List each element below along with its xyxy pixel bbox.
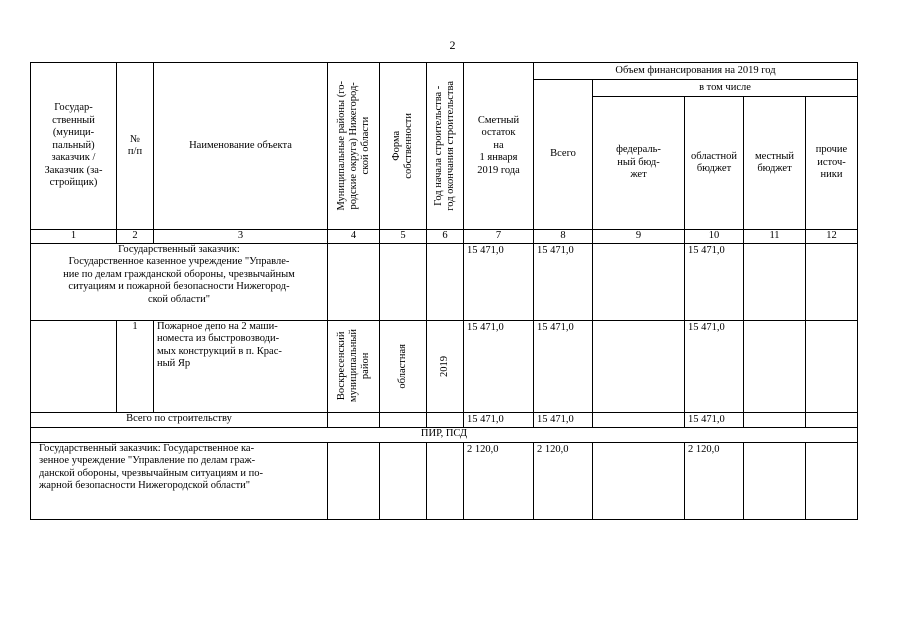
col-number: 7 <box>464 230 534 244</box>
empty-cell <box>31 320 117 412</box>
header-other: прочие источ- ники <box>806 97 858 230</box>
empty-cell <box>744 442 806 519</box>
empty-cell <box>744 243 806 320</box>
col-number: 12 <box>806 230 858 244</box>
empty-cell <box>328 442 380 519</box>
customer-text: Государственный заказчик: Государственное ка- зенное учреждение "Управление по делам граж- данской обороны, чрезвычайным ситуациям и по- жарной безопасности Нижегородской области" <box>31 442 328 519</box>
col-number: 5 <box>380 230 427 244</box>
customer-text: Государственный заказчик: Государственное казенное учреждение "Управле- ние по делам гражданской обороны, чрезвычайным ситуациям и пожарной безопасности Нижегород- ской области" <box>31 243 328 320</box>
construction-total-label: Всего по строительству <box>31 412 328 427</box>
empty-cell <box>593 243 685 320</box>
header-including: в том числе <box>593 80 858 97</box>
empty-cell <box>593 412 685 427</box>
remainder-value: 2 120,0 <box>464 442 534 519</box>
remainder-value: 15 471,0 <box>464 412 534 427</box>
table-row <box>31 412 858 427</box>
col-number: 8 <box>534 230 593 244</box>
empty-cell <box>380 243 427 320</box>
header-regional: областной бюджет <box>685 97 744 230</box>
table-row <box>31 442 858 519</box>
header-years <box>427 63 464 230</box>
header-districts <box>328 63 380 230</box>
object-ownership-label: областная <box>397 343 408 389</box>
col-number: 2 <box>117 230 154 244</box>
empty-cell <box>328 412 380 427</box>
regional-value: 15 471,0 <box>685 320 744 412</box>
object-number: 1 <box>117 320 154 412</box>
col-number: 3 <box>154 230 328 244</box>
header-ownership <box>380 63 427 230</box>
object-years <box>427 320 464 412</box>
empty-cell <box>806 442 858 519</box>
col-number: 11 <box>744 230 806 244</box>
total-value: 15 471,0 <box>534 320 593 412</box>
empty-cell <box>328 243 380 320</box>
section-row <box>31 427 858 442</box>
header-total: Всего <box>534 80 593 230</box>
page-number: 2 <box>449 38 456 52</box>
table-row <box>31 243 858 320</box>
empty-cell <box>806 320 858 412</box>
header-ownership-label: Форма собственности <box>391 113 414 179</box>
header-districts-label: Муниципальные районы (го- родские округа) Нижегород- ской области <box>335 81 371 211</box>
object-district <box>328 320 380 412</box>
remainder-value: 15 471,0 <box>464 320 534 412</box>
empty-cell <box>806 412 858 427</box>
col-number: 6 <box>427 230 464 244</box>
empty-cell <box>427 412 464 427</box>
empty-cell <box>427 442 464 519</box>
object-ownership <box>380 320 427 412</box>
header-num: № п/п <box>117 63 154 230</box>
regional-value: 15 471,0 <box>685 412 744 427</box>
empty-cell <box>380 442 427 519</box>
header-local: местный бюджет <box>744 97 806 230</box>
remainder-value: 15 471,0 <box>464 243 534 320</box>
financing-table <box>30 62 858 520</box>
section-pir-label: ПИР, ПСД <box>31 427 858 442</box>
object-years-label: 2019 <box>439 355 450 377</box>
regional-value: 2 120,0 <box>685 442 744 519</box>
header-federal: федераль- ный бюд- жет <box>593 97 685 230</box>
total-value: 15 471,0 <box>534 243 593 320</box>
col-number: 10 <box>685 230 744 244</box>
total-value: 15 471,0 <box>534 412 593 427</box>
total-value: 2 120,0 <box>534 442 593 519</box>
empty-cell <box>744 320 806 412</box>
empty-cell <box>593 442 685 519</box>
empty-cell <box>744 412 806 427</box>
header-years-label: Год начала строительства - год окончания строительства <box>433 81 456 211</box>
col-number: 9 <box>593 230 685 244</box>
empty-cell <box>380 412 427 427</box>
col-number: 1 <box>31 230 117 244</box>
object-district-label: Воскресенский муниципальный район <box>335 329 371 403</box>
regional-value: 15 471,0 <box>685 243 744 320</box>
table-row <box>31 320 858 412</box>
object-name: Пожарное депо на 2 маши- номеста из быстровозводи- мых конструкций в п. Крас- ный Яр <box>154 320 328 412</box>
empty-cell <box>593 320 685 412</box>
header-financing: Объем финансирования на 2019 год <box>534 63 858 80</box>
header-object-name: Наименование объекта <box>154 63 328 230</box>
header-customer: Государ- ственный (муници- пальный) заказчик / Заказчик (за- стройщик) <box>31 63 117 230</box>
empty-cell <box>427 243 464 320</box>
header-remainder: Сметный остаток на 1 января 2019 года <box>464 63 534 230</box>
col-number: 4 <box>328 230 380 244</box>
empty-cell <box>806 243 858 320</box>
